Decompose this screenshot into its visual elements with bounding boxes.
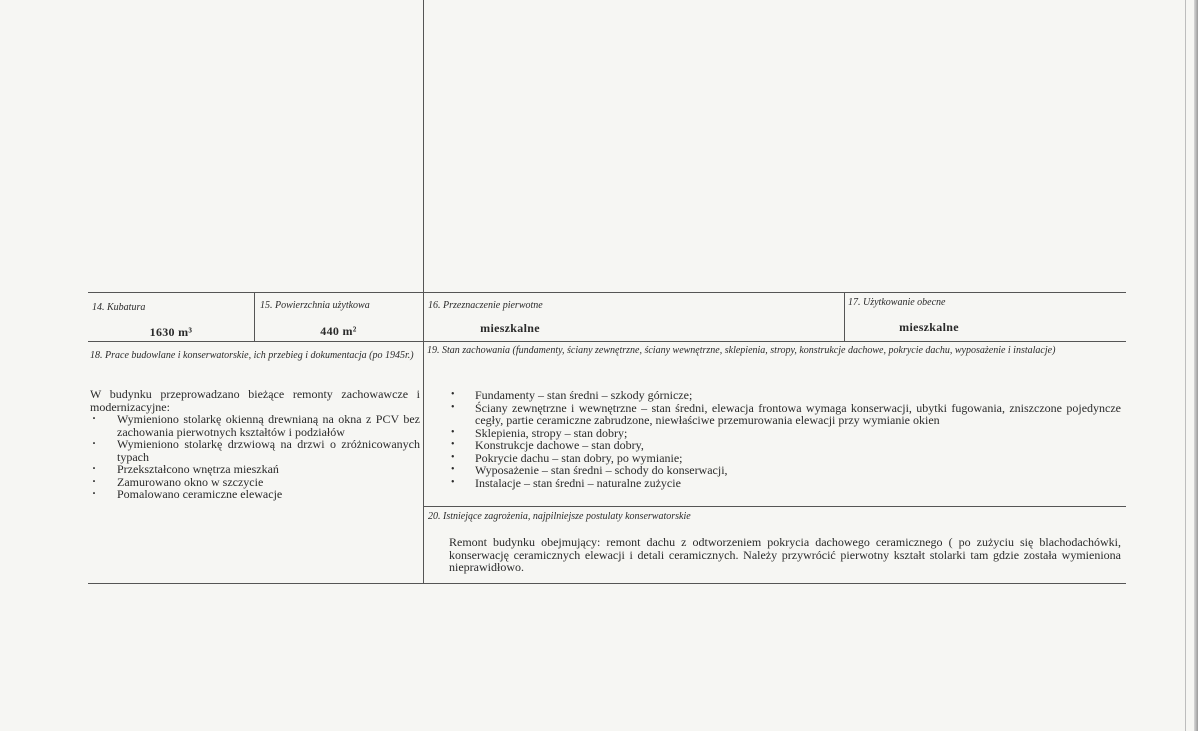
list-item: • Ściany zewnętrzne i wewnętrzne – stan średni, elewacja frontowa wymaga konserwacji, ubytki fugowania, zniszczone pojedyncze cegły, partie ceramiczne zabrudzone, niewłaściwe przemurowania elewacji przy wymianie okien <box>449 402 1121 427</box>
list-item: • Konstrukcje dachowe – stan dobry, <box>449 439 1121 452</box>
scan-edge <box>1194 0 1198 731</box>
stan-list <box>449 389 1121 489</box>
col-divider-3 <box>844 292 845 342</box>
scan-edge-line <box>1185 0 1186 731</box>
powierzchnia-value: 440 m² <box>320 324 357 338</box>
list-item: · Wymieniono stolarkę okienną drewnianą na okna z PCV bez zachowania pierwotnych kształtów i podziałów <box>90 413 420 438</box>
stan-label: 19. Stan zachowania (fundamenty, ściany zewnętrzne, ściany wewnętrzne, sklepienia, stropy, konstrukcje dachowe, pokrycie dachu, wyposażenie i instalacje) <box>427 345 1056 356</box>
list-item: • Pokrycie dachu – stan dobry, po wymianie; <box>449 452 1121 465</box>
kubatura-value: 1630 m³ <box>149 325 193 339</box>
list-item: • Sklepienia, stropy – stan dobry; <box>449 427 1121 440</box>
uzytkowanie-label: 17. Użytkowanie obecne <box>848 297 946 308</box>
list-item: · Przekształcono wnętrza mieszkań <box>90 463 420 476</box>
zagrozenia-text: Remont budynku obejmujący: remont dachu z odtworzeniem pokrycia dachowego ceramicznego ( po zużyciu się blachodachówki, konserwację ceramicznych elewacji i detali ceramicznych. Należy przywrócić pierwotny kształt stolarki tam gdzie została wymieniona nieprawidłowo. <box>449 535 1121 574</box>
prace-list <box>90 413 420 501</box>
prace-label: 18. Prace budowlane i konserwatorskie, ich przebieg i dokumentacja (po 1945r.) <box>90 350 414 361</box>
stan-section <box>449 389 1121 489</box>
row-divider-2 <box>424 506 1126 507</box>
przeznaczenie-label: 16. Przeznaczenie pierwotne <box>428 300 543 311</box>
przeznaczenie-value: mieszkalne <box>480 321 540 335</box>
list-item: · Zamurowano okno w szczycie <box>90 476 420 489</box>
table-bottom-border <box>88 583 1126 584</box>
col-divider-1 <box>254 292 255 342</box>
kubatura-label: 14. Kubatura <box>92 302 146 313</box>
prace-section <box>90 388 420 501</box>
col-divider-2 <box>423 292 424 583</box>
list-item: • Instalacje – stan średni – naturalne zużycie <box>449 477 1121 490</box>
row-divider-1 <box>88 341 1126 342</box>
list-item: • Fundamenty – stan średni – szkody górnicze; <box>449 389 1121 402</box>
table-top-border <box>88 292 1126 293</box>
powierzchnia-label: 15. Powierzchnia użytkowa <box>260 300 370 311</box>
photo-frame-divider <box>423 0 424 292</box>
prace-intro: W budynku przeprowadzano bieżące remonty zachowawcze i modernizacyjne: <box>90 387 420 414</box>
zagrozenia-label: 20. Istniejące zagrożenia, najpilniejsze postulaty konserwatorskie <box>428 511 691 522</box>
uzytkowanie-value: mieszkalne <box>899 320 959 334</box>
list-item: • Wyposażenie – stan średni – schody do konserwacji, <box>449 464 1121 477</box>
list-item: · Pomalowano ceramiczne elewacje <box>90 488 420 501</box>
list-item: · Wymieniono stolarkę drzwiową na drzwi o zróżnicowanych typach <box>90 438 420 463</box>
